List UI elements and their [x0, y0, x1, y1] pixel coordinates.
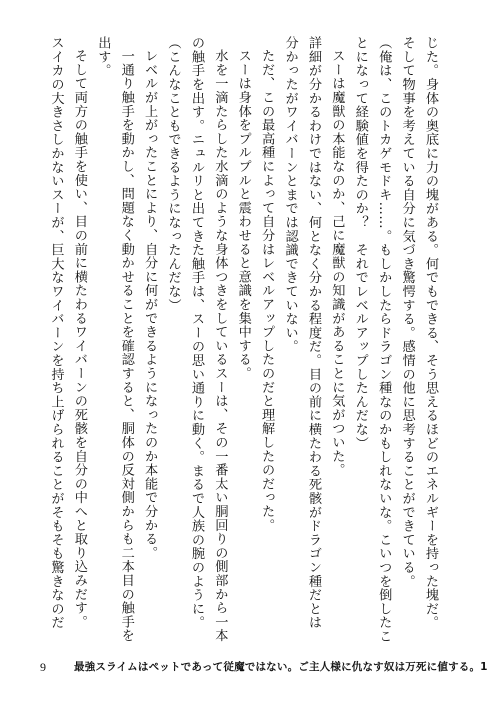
text-line: 分かったがワイバーンとまでは認識できていない。	[282, 36, 298, 354]
page-footer	[40, 657, 488, 677]
text-line: とになって経験値を得たのか？ それでレベルアップしたんだな）	[352, 36, 368, 450]
text-line: 水を一滴たらした水滴のような身体つきをしているスーは、その一番太い胴回りの側部から一本	[212, 49, 228, 643]
running-title: 最強スライムはペットであって従魔ではない。ご主人様に仇なす奴は万死に値する。1	[74, 661, 488, 673]
text-line: そして物事を考えている自分に気づき驚愕する。感情の他に思考することができている。	[399, 36, 415, 588]
text-line: じた。身体の奥底に力の塊がある。何でもできる、そう思えるほどのエネルギーを持った塊だ。	[423, 36, 438, 630]
text-line: レベルが上がったことにより、自分に何ができるようになったのか本能で分かる。	[142, 49, 158, 560]
text-line: スーは身体をプルプルと震わせると意識を集中する。	[235, 49, 251, 381]
text-line: 出す。	[95, 36, 111, 78]
text-line: （俺は、このトカゲモドキ……。もしかしたらドラゴン種なのかもしれないな。こいつを倒したこ	[376, 36, 392, 644]
text-line: スーは魔獣の本能なのか、己に魔獣の知識があることに気がついた。	[329, 49, 345, 477]
text-line: スイカの大きさしかないスーが、巨大なワイバーンを持ち上げられることがそもそも驚きなのだ	[48, 36, 64, 630]
text-line: （こんなこともできるようになったんだな）	[165, 36, 181, 312]
text-line: 一通り触手を動かし、問題なく動かせることを確認すると、胴体の反対側からも二本目の触手を	[118, 49, 134, 643]
body-text	[48, 36, 442, 644]
text-line: そして両方の触手を使い、目の前に横たわるワイバーンの死骸を自分の中へと取り込みだす。	[71, 49, 87, 629]
page-number: 9	[40, 660, 46, 674]
text-line: 詳細が分かるわけではない、何となく分かる程度だ。目の前に横たわる死骸がドラゴン種だとは	[305, 36, 321, 630]
text-line: の触手を出す。ニュルリと出てきた触手は、スーの思い通りに動く。まるで人族の腕のように。	[188, 36, 204, 630]
text-line: ただ、この最高種によって自分はレベルアップしたのだと理解したのだった。	[259, 49, 275, 533]
